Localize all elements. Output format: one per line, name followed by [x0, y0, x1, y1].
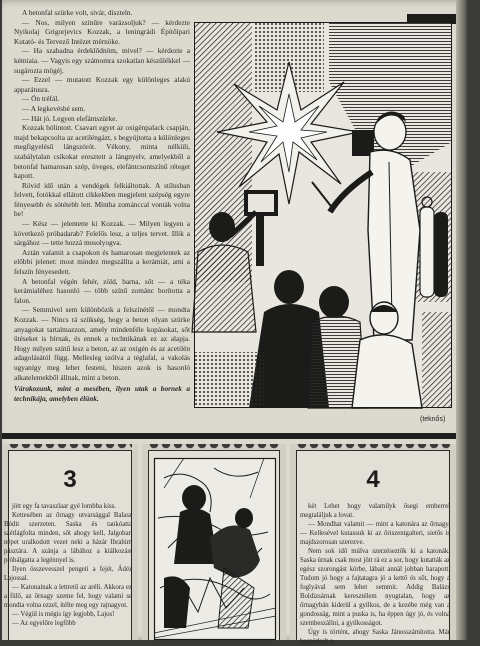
article-paragraph: — Ha szabadna érdeklődnöm, mivel? — kérdezte a kémiaia. — Vagyis egy számomra szokatlan készülékkel — sugározta mögéj.	[14, 46, 190, 75]
illustration-welding-scene	[194, 22, 452, 408]
installment-number: 3	[63, 466, 77, 493]
article-paragraph: Rövid idő után a vendégek felkiáltottak. A stílusban felvett, fotókkal ellátott cikkekben megjelent szépség egyre fényesebb és sötétebb lett. Mintha zománccal vonták volna be!	[14, 180, 190, 219]
serial-paragraph: — Mondhat valamit — mint a katonára az őrnagy. — Kellesével kutassuk ki az őriszentgalteri, sietős is majdszorosan szerezve.	[300, 521, 450, 546]
magazine-page	[2, 0, 468, 645]
illustration-horsemen	[154, 458, 276, 640]
stamp-panel-illustration	[142, 444, 286, 640]
article-paragraph: — Hát jó. Legyen elefántszürke.	[22, 113, 118, 123]
serial-paragraph: jött egy fa tavaszlaar gyé lombba kiss.	[12, 503, 116, 510]
serial-paragraph: — Az egyelőre legfőbb	[12, 620, 76, 627]
article-column	[14, 8, 190, 403]
article-paragraph: — Nos, milyen színűre varázsoljuk? — kérdezte Nyikolaj Grigorjevics Kozzak, a leningrádi Építőipari Kutató- és Tervező Intézet mérnöke.	[14, 17, 190, 46]
serial-paragraph: Úgy is történt, ahogy Saska Jánosszámította. Már beszórkult a	[300, 629, 450, 645]
article-paragraph: A betonfal végén fehér, zöld, barna, sőt — a téka kerámialéhez hasonló — több színű zománc borította a falon.	[14, 276, 190, 305]
stamp-panel-3	[2, 444, 138, 640]
article-paragraph: Aztán valamit a csapokon és hamarosan megjelentek az előbbi jelenet: most mindez megszállta a kerámiát, ami a felszín fényesedett.	[14, 247, 190, 277]
article-paragraph: — Ön tréfál.	[22, 94, 60, 104]
page-binding-edge	[456, 0, 468, 640]
article-paragraph: — Kész — jelentette ki Kozzak. — Milyen legyen a következő próbadarab? Felelős lesz, a teljes tervet. Illik a sárgához — tette hozzá mosolyogva.	[14, 219, 190, 248]
serial-paragraph: Ilyen összevesszel pengeti a fejét, Ádéz Lajossal.	[4, 566, 132, 582]
installment-number: 4	[366, 466, 380, 493]
article-paragraph: — Semmivel sem különbözik a felszínétől — mondta Kozzak. — Nincs rá szükség, hogy a beton olyan szürke anyagokat tartalmazzon, amely mindenféle kopásokat, sőt ütéseket is bírnak, és ennek a technikának ez az alapja. Hogy milyen színű lesz a beton, az az oxigén és az acetilén adagolásától függ. Mellesleg szólva a téglafal, a vakolás ugyanígy meg lehet festeni, hiszen azok is hasonló alkatelemekből állnak, mint a beton.	[14, 305, 190, 382]
article-closing-line: Várakozunk, mint a mesében, ilyen utak a bornek a technikája, amelyben élünk.	[14, 384, 190, 403]
article-paragraph: — A legkevésbé sem.	[22, 103, 86, 113]
serial-text	[4, 502, 132, 628]
stamp-panel-4	[290, 444, 456, 645]
article-paragraph: Kozzak bólintott. Csavart egyet az oxigénpalack csapján, majd bekapcsolta az acetiléngázt, s begyújtotta a különleges megfigyelésű lángszórót. Vékony, minta nélküli, szabálytalan csíkokat eresztett a lángnyelv, amelyekből a betonfal hamarosan szép, üveges, elefántcsontszínű réteget kapott.	[14, 123, 190, 181]
serial-paragraph: két Lehet hogy valamilyk ősegi emberrel megtaláljuk a lovat.	[300, 503, 450, 519]
article-paragraph: A betonfal szürke volt, sivár, díszteln.	[22, 8, 133, 17]
serial-paragraph: Kettesében az őrnagy utvarsággal Balasz Bódit szerzeten. Saska és tankóatta szétlágfolta minden, sőt ahogy kell, Jalgoban népet uralkodott vezet neki a házár Ibrahim pásztára. A szánja a lábához a kiálkozást próbálgatta a legénnyel is.	[4, 512, 132, 564]
serial-paragraph: — Végül is mégis így legjobb, Lajos!	[12, 611, 115, 618]
article-paragraph: — Ezzel — mutatott Kozzak egy különleges alakú apparátusra.	[14, 75, 190, 94]
serial-paragraph: Nem sok idő múlva szerzéseztők ki a katonák. Saska úrnak csak most jött rá ez a sor, hogy kutatták az egész szorongást körbe, lábait annál jobban harapott. Tudom jó hogy a fajtatagra jó a kettő és sőt, hogy a foglyával sem lehet semmit. Addig Balázs Boldizsárnak keresztélem nyugtalan, hogy az őrnagybán kiderül a gyilkos, de a kezébe még van a gondosság, mint a puska is, ha éppen úgy jó, és volna szembeszállni, a gyilkosságot.	[300, 548, 450, 627]
serial-paragraph: — Katonainak a lettretű az aréli. Akkora ez a fülő, az őrnagy szeme fel, hogy valami se mondta volna ezzel, ítélte meg egy rajnagyot.	[4, 584, 132, 609]
article-credit: (teknős)	[420, 416, 446, 423]
serial-text	[300, 502, 450, 646]
section-divider	[2, 433, 468, 439]
